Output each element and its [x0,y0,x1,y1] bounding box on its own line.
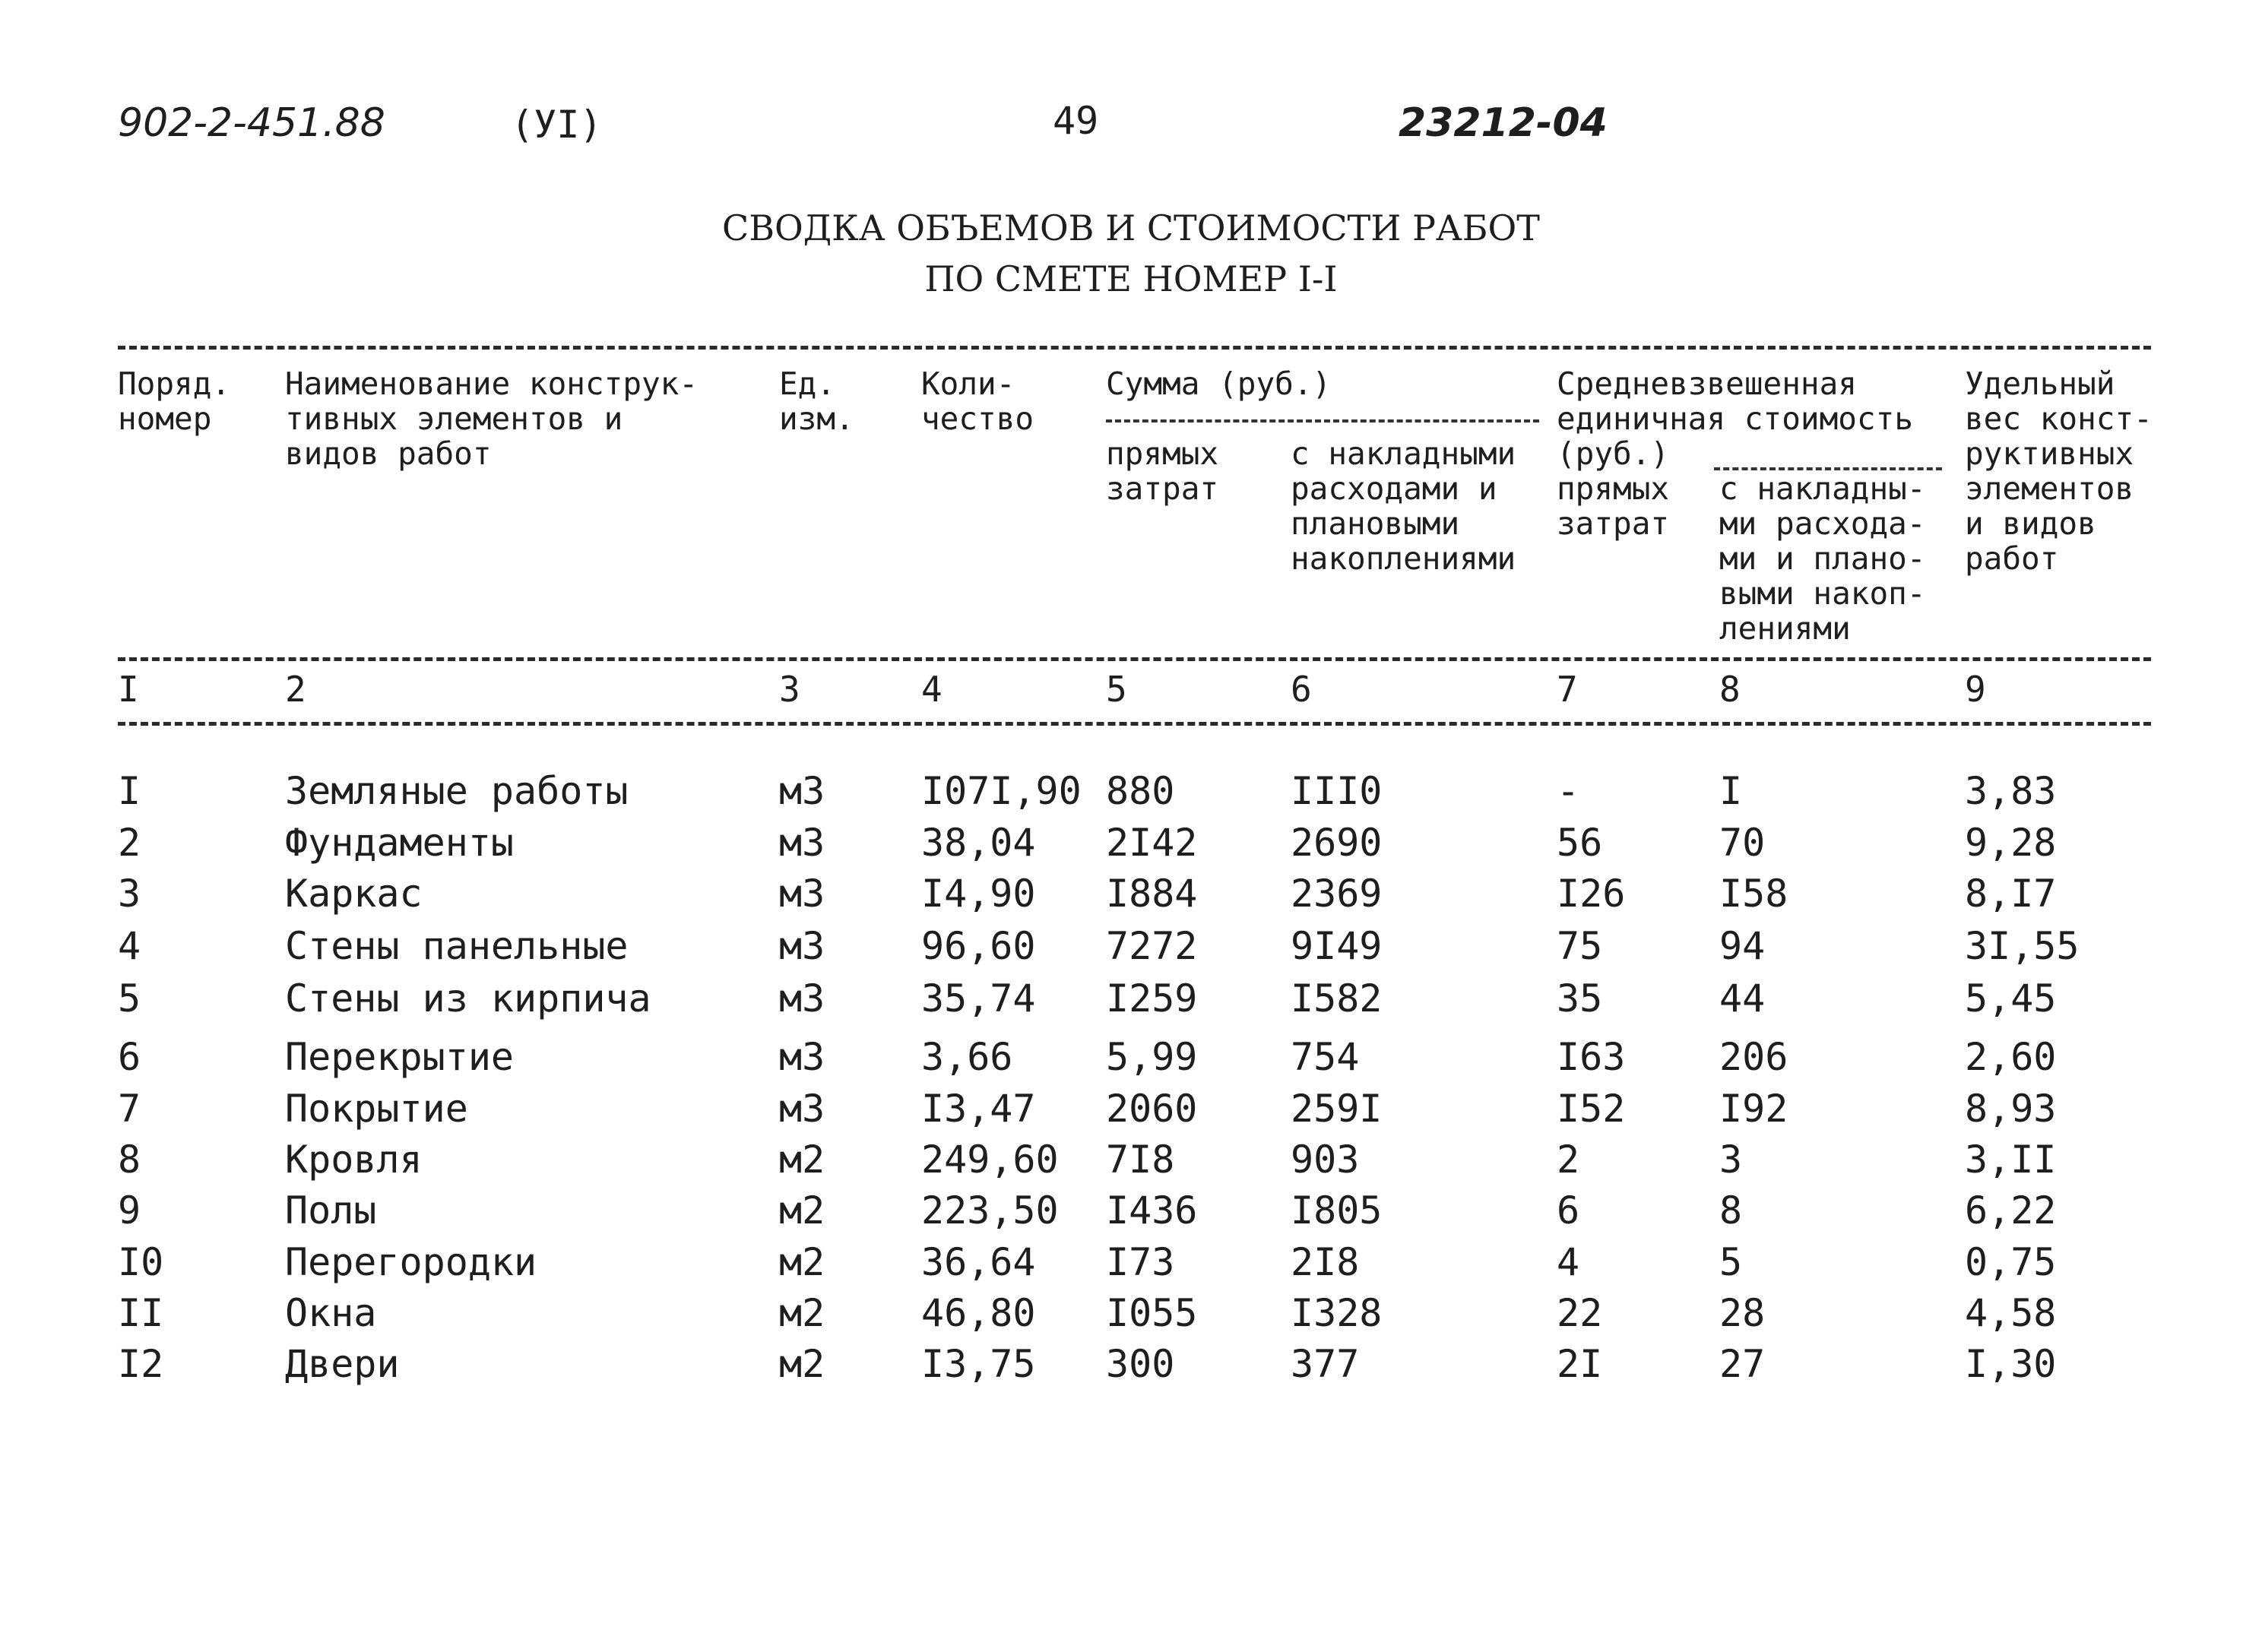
cell-unit: м3 [779,1035,825,1079]
cell-element-name: Стены из кирпича [285,976,651,1021]
cell-sum-overhead: III0 [1291,769,1383,813]
cell-specific-weight: 8,93 [1965,1087,2057,1131]
cell-avg-overhead: 206 [1719,1035,1788,1079]
cell-element-name: Фундаменты [285,821,515,865]
sum-group-rule [1106,419,1539,422]
cell-sum-direct: 5,99 [1106,1035,1198,1079]
cell-sum-direct: 7272 [1106,924,1198,968]
column-number: 5 [1106,669,1127,710]
cell-element-name: Земляные работы [285,769,629,813]
cell-row-number: 3 [118,872,141,916]
cell-avg-overhead: 70 [1719,821,1766,865]
header-sum-group: Сумма (руб.) [1106,366,1332,402]
cell-specific-weight: 3,83 [1965,769,2057,813]
cell-element-name: Полы [285,1188,377,1233]
cell-avg-overhead: I58 [1719,872,1788,916]
document-title: СВОДКА ОБЪЕМОВ И СТОИМОСТИ РАБОТ [722,207,1540,248]
cell-sum-overhead: 377 [1291,1342,1360,1386]
cell-element-name: Каркас [285,872,423,916]
header-bottom-rule [118,657,2151,661]
column-numbers-rule [118,722,2151,726]
cell-element-name: Кровля [285,1138,423,1182]
header-avg-overhead: с накладны- ми расхода- ми и плано- выми накоп- лениями [1719,470,1926,647]
cell-sum-overhead: 2I8 [1291,1240,1360,1284]
cell-avg-overhead: 8 [1719,1188,1743,1233]
cell-element-name: Стены панельные [285,924,629,968]
cell-element-name: Перекрытие [285,1035,515,1079]
cell-unit: м3 [779,1087,825,1131]
cell-row-number: 6 [118,1035,141,1079]
header-quantity: Коли- чество [921,366,1034,437]
cell-sum-direct: 2060 [1106,1087,1198,1131]
cell-specific-weight: 4,58 [1965,1291,2057,1335]
section-marker: (УI) [511,103,603,147]
cell-unit: м3 [779,821,825,865]
header-avg-direct: прямых затрат [1557,470,1670,542]
cell-sum-direct: I436 [1106,1188,1198,1233]
cell-unit: м2 [779,1138,825,1182]
cell-quantity: 38,04 [921,821,1036,865]
cell-row-number: 7 [118,1087,141,1131]
cell-avg-overhead: 5 [1719,1240,1743,1284]
header-avg-group: Средневзвешенная единичная стоимость (руб.) [1557,366,1913,472]
cell-unit: м2 [779,1188,825,1233]
cell-specific-weight: 3,II [1965,1138,2057,1182]
cell-avg-overhead: 27 [1719,1342,1766,1386]
cell-specific-weight: 0,75 [1965,1240,2057,1284]
cell-quantity: 249,60 [921,1138,1059,1182]
document-code: 902-2-451.88 [118,100,385,146]
cell-row-number: 9 [118,1188,141,1233]
cell-quantity: 223,50 [921,1188,1059,1233]
header-sum-overhead: с накладными расходами и плановыми накоплениями [1291,435,1516,577]
column-number: 6 [1291,669,1312,710]
cell-quantity: 36,64 [921,1240,1036,1284]
cell-specific-weight: 9,28 [1965,821,2057,865]
column-number: I [118,669,139,710]
cell-unit: м3 [779,924,825,968]
cell-avg-direct: 4 [1557,1240,1580,1284]
header-sum-direct: прямых затрат [1106,435,1219,507]
cell-row-number: I0 [118,1240,164,1284]
cell-specific-weight: 8,I7 [1965,872,2057,916]
cell-specific-weight: 2,60 [1965,1035,2057,1079]
header-unit: Ед. изм. [779,366,854,437]
cell-sum-overhead: I582 [1291,976,1383,1021]
cell-avg-direct: 2I [1557,1342,1603,1386]
cell-unit: м2 [779,1240,825,1284]
column-number: 2 [285,669,306,710]
cell-avg-direct: 35 [1557,976,1603,1021]
cell-sum-overhead: 2369 [1291,872,1383,916]
cell-row-number: I2 [118,1342,164,1386]
cell-sum-direct: 2I42 [1106,821,1198,865]
cell-specific-weight: 5,45 [1965,976,2057,1021]
cell-element-name: Покрытие [285,1087,468,1131]
cell-sum-overhead: I805 [1291,1188,1383,1233]
column-number: 3 [779,669,800,710]
header-row-number: Поряд. номер [118,366,231,437]
cell-quantity: I07I,90 [921,769,1082,813]
cell-sum-direct: I259 [1106,976,1198,1021]
table-top-rule [118,346,2151,350]
cell-row-number: 2 [118,821,141,865]
cell-sum-overhead: 259I [1291,1087,1383,1131]
cell-row-number: 4 [118,924,141,968]
header-specific-weight: Удельный вес конст- руктивных элементов и видов работ [1965,366,2153,577]
cell-sum-direct: 300 [1106,1342,1175,1386]
cell-sum-overhead: I328 [1291,1291,1383,1335]
cell-sum-overhead: 9I49 [1291,924,1383,968]
cell-specific-weight: I,30 [1965,1342,2057,1386]
cell-avg-direct: I26 [1557,872,1626,916]
cell-element-name: Окна [285,1291,377,1335]
cell-avg-overhead: 44 [1719,976,1766,1021]
page-number: 49 [1053,99,1099,143]
cell-quantity: 3,66 [921,1035,1013,1079]
cell-avg-overhead: 94 [1719,924,1766,968]
cell-row-number: I [118,769,141,813]
header-element-name: Наименование конструк- тивных элементов и видов работ [285,366,699,472]
cell-element-name: Перегородки [285,1240,537,1284]
cell-avg-overhead: I [1719,769,1743,813]
sheet-code: 23212-04 [1399,100,1608,146]
cell-sum-overhead: 754 [1291,1035,1360,1079]
cell-unit: м3 [779,872,825,916]
cell-unit: м3 [779,976,825,1021]
cell-quantity: I3,47 [921,1087,1036,1131]
cell-avg-direct: 22 [1557,1291,1603,1335]
cell-sum-overhead: 2690 [1291,821,1383,865]
column-number: 7 [1557,669,1578,710]
cell-sum-direct: I055 [1106,1291,1198,1335]
cell-element-name: Двери [285,1342,400,1386]
cell-quantity: 46,80 [921,1291,1036,1335]
cell-avg-direct: - [1557,769,1580,813]
cell-quantity: 96,60 [921,924,1036,968]
cell-quantity: 35,74 [921,976,1036,1021]
cell-avg-overhead: 3 [1719,1138,1743,1182]
cell-sum-direct: 7I8 [1106,1138,1175,1182]
cell-sum-direct: 880 [1106,769,1175,813]
cell-quantity: I4,90 [921,872,1036,916]
cell-unit: м2 [779,1291,825,1335]
cell-specific-weight: 6,22 [1965,1188,2057,1233]
column-number: 8 [1719,669,1741,710]
cell-avg-direct: 56 [1557,821,1603,865]
cell-avg-direct: I52 [1557,1087,1626,1131]
cell-unit: м2 [779,1342,825,1386]
cell-specific-weight: 3I,55 [1965,924,2080,968]
document-subtitle: ПО СМЕТЕ НОМЕР I-I [924,258,1338,299]
cell-avg-direct: I63 [1557,1035,1626,1079]
cell-sum-overhead: 903 [1291,1138,1360,1182]
cell-avg-direct: 6 [1557,1188,1580,1233]
column-number: 4 [921,669,943,710]
cell-sum-direct: I73 [1106,1240,1175,1284]
cell-avg-direct: 75 [1557,924,1603,968]
cell-row-number: 5 [118,976,141,1021]
cell-avg-overhead: I92 [1719,1087,1788,1131]
column-number: 9 [1965,669,1986,710]
cell-sum-direct: I884 [1106,872,1198,916]
cell-unit: м3 [779,769,825,813]
cell-avg-overhead: 28 [1719,1291,1766,1335]
cell-row-number: 8 [118,1138,141,1182]
cell-row-number: II [118,1291,164,1335]
cell-quantity: I3,75 [921,1342,1036,1386]
cell-avg-direct: 2 [1557,1138,1580,1182]
